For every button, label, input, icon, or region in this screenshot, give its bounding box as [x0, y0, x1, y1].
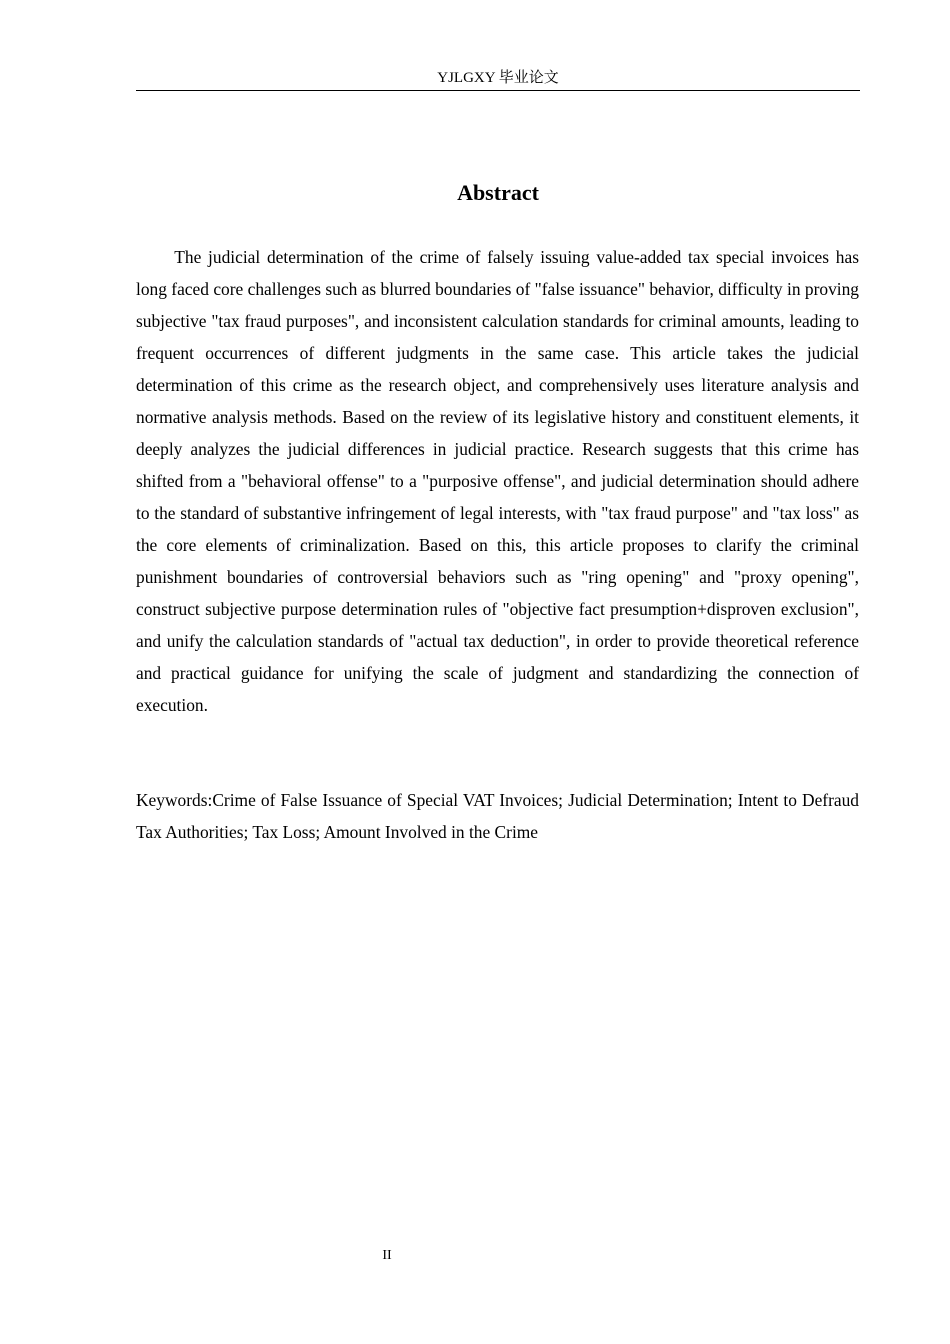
abstract-body: The judicial determination of the crime of falsely issuing value-added tax special invoices has long faced core challenges such as blurred boundaries of "false issuance" behavior, difficulty in proving subjective "tax fraud purposes", and inconsistent calculation standards for criminal amounts, leading to frequent occurrences of different judgments in the same case. This article takes the judicial determination of this crime as the research object, and comprehensively uses literature analysis and normative analysis methods. Based on the review of its legislative history and constituent elements, it deeply analyzes the judicial differences in judicial practice. Research suggests that this crime has shifted from a "behavioral offense" to a "purposive offense", and judicial determination should adhere to the standard of substantive infringement of legal interests, with "tax fraud purpose" and "tax loss" as the core elements of criminalization. Based on this, this article proposes to clarify the criminal punishment boundaries of controversial behaviors such as "ring opening" and "proxy opening", construct subjective purpose determination rules of "objective fact presumption+disproven exclusion", and unify the calculation standards of "actual tax deduction", in order to provide theoretical reference and practical guidance for unifying the scale of judgment and standardizing the connection of execution. [136, 247, 859, 715]
keywords-paragraph: Keywords:Crime of False Issuance of Special VAT Invoices; Judicial Determination; Intent to Defraud Tax Authorities; Tax Loss; Amount Involved in the Crime [136, 790, 859, 842]
page-number: II [382, 1248, 392, 1263]
page-header: YJLGXY 毕业论文 [136, 68, 860, 91]
abstract-title: Abstract [457, 180, 539, 205]
